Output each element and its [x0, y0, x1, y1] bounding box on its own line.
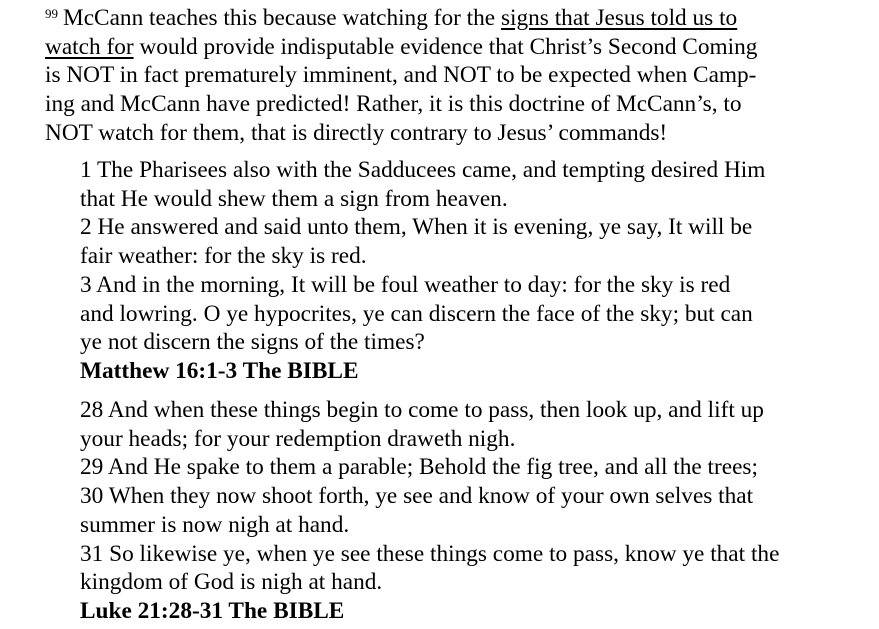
verse-line: 31 So likewise ye, when ye see these things come to pass, know ye that the [80, 540, 780, 567]
verse-line: your heads; for your redemption draweth nigh. [80, 425, 516, 452]
footnote-line [45, 33, 835, 62]
verse-line: 30 When they now shoot forth, ye see and know of your own selves that [80, 483, 754, 510]
footnote-text: McCann teaches this because watching for the [63, 5, 501, 31]
verse-line: summer is now nigh at hand. [80, 511, 350, 538]
footnote-line: is NOT in fact prematurely imminent, and NOT to be expected when Camp- [45, 62, 757, 89]
verse-line: 2 He answered and said unto them, When it is evening, ye say, It will be [80, 214, 753, 241]
scripture-quote-luke [80, 396, 840, 626]
verse-line: kingdom of God is nigh at hand. [80, 569, 383, 596]
scripture-reference: Matthew 16:1-3 The BIBLE [80, 357, 359, 384]
footnote-underlined-text: signs that Jesus told us to [500, 5, 738, 31]
footnote-underlined-text: watch for [45, 33, 134, 60]
verse-line: and lowring. O ye hypocrites, ye can discern the face of the sky; but can [80, 300, 753, 327]
verse-line: 28 And when these things begin to come to pass, then look up, and lift up [80, 397, 764, 423]
scripture-reference: Luke 21:28-31 The BIBLE [80, 597, 345, 624]
footnote-number: 99 [45, 6, 58, 21]
footnote-line [45, 4, 835, 33]
verse-line: 1 The Pharisees also with the Sadducees came, and tempting desired Him [80, 157, 766, 183]
footnote-line: ing and McCann have predicted! Rather, it is this doctrine of McCann’s, to [45, 91, 742, 118]
verse-line: ye not discern the signs of the times? [80, 329, 425, 356]
verse-line: 3 And in the morning, It will be foul weather to day: for the sky is red [80, 271, 731, 298]
footnote-paragraph [45, 4, 835, 148]
footnote-line: NOT watch for them, that is directly contrary to Jesus’ commands! [45, 119, 668, 146]
verse-line: that He would shew them a sign from heaven. [80, 185, 508, 212]
scripture-quote-matthew [80, 156, 840, 386]
verse-line: fair weather: for the sky is red. [80, 243, 367, 270]
footnote-text: would provide indisputable evidence that Christ’s Second Coming [133, 33, 758, 60]
verse-line: 29 And He spake to them a parable; Behold the fig tree, and all the trees; [80, 454, 758, 481]
